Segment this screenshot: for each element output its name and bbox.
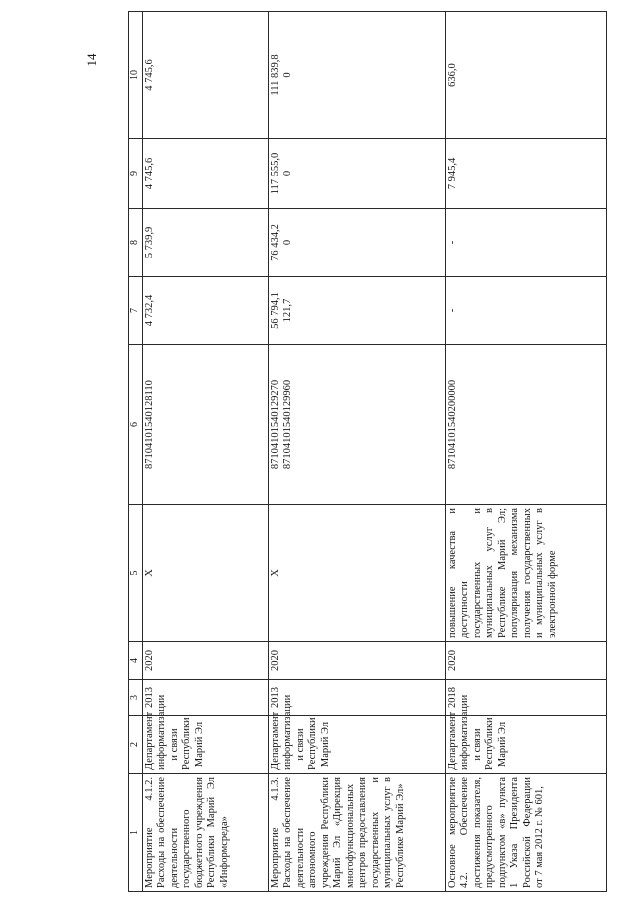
expected-result: Х: [268, 505, 445, 642]
executor: Департамент информатизации и связи Республики Марий Эл: [445, 716, 606, 774]
measure-name: Мероприятие 4.1.2. Расходы на обеспечение деятельности государственного бюджетного учреждения Республики Марий Эл «Информсреда»: [142, 774, 268, 892]
budget-code-value: 87104101540129960: [282, 379, 293, 470]
budget-code-value: 87104101540129270: [269, 379, 281, 470]
table-row: [268, 12, 445, 892]
end-year: 2020: [142, 642, 268, 680]
column-number: 1: [129, 774, 143, 892]
value-col9: [142, 139, 268, 209]
value: 4 745,6: [143, 59, 155, 91]
table-row: [445, 12, 606, 892]
end-year: 2020: [268, 642, 445, 680]
page-number: 14: [84, 53, 99, 67]
value-col8: [142, 209, 268, 277]
budget-code-value: 87104101540200000: [446, 379, 458, 470]
column-number: 3: [129, 680, 143, 716]
column-number: 7: [129, 277, 143, 345]
column-number: 8: [129, 209, 143, 277]
value: 121,7: [282, 298, 293, 323]
rotated-table-wrapper: [128, 12, 628, 892]
budget-code-value: 87104101540128110: [143, 380, 155, 469]
value-col10: [445, 12, 606, 139]
value: 5 739,9: [143, 226, 155, 259]
expected-result: повышение качества и доступности государственных и муниципальных услуг в Республике Марий Эл; популяризация механизма получения государственных и муниципальных услуг в электронной форме: [445, 505, 606, 642]
value: -: [446, 308, 458, 313]
value: 111 839,8: [269, 54, 281, 96]
value: 0: [282, 72, 293, 78]
measure-name: Мероприятие 4.1.3. Расходы на обеспечение деятельности автономного учреждения Республики Марий Эл «Дирекция многофункциональных центров предоставления государственных и муниципальных услуг в Республике Марий Эл»: [268, 774, 445, 892]
end-year: 2020: [445, 642, 606, 680]
value-col8: [268, 209, 445, 277]
value-col8: [445, 209, 606, 277]
value: 117 555,0: [269, 152, 281, 195]
value: 636,0: [446, 63, 458, 87]
value-col9: [445, 139, 606, 209]
table-row: [142, 12, 268, 892]
value: 56 794,1: [269, 292, 281, 329]
column-number: 4: [129, 642, 143, 680]
executor: Департамент информатизации и связи Республики Марий Эл: [268, 716, 445, 774]
start-year: 2013: [268, 680, 445, 716]
start-year: 2013: [142, 680, 268, 716]
executor: Департамент информатизации и связи Республики Марий Эл: [142, 716, 268, 774]
value-col10: [268, 12, 445, 139]
value: 4 745,6: [143, 157, 155, 190]
column-number: 5: [129, 505, 143, 642]
column-number: 2: [129, 716, 143, 774]
measure-name: Основное мероприятие 4.2. Обеспечение достижения показателя, предусмотренного подпунктом «в» пункта 1 Указа Президента Российской Федерации от 7 мая 2012 г. № 601,: [445, 774, 606, 892]
column-number: 6: [129, 345, 143, 505]
budget-code: [268, 345, 445, 505]
value-col7: [268, 277, 445, 345]
value-col9: [268, 139, 445, 209]
value-col10: [142, 12, 268, 139]
program-table: [128, 11, 607, 892]
column-number-row: [129, 12, 143, 892]
column-number: 10: [129, 12, 143, 139]
value: 76 434,2: [269, 224, 281, 261]
budget-code: [445, 345, 606, 505]
value: 7 945,4: [446, 157, 458, 190]
value: 4 732,4: [143, 294, 155, 327]
column-number: 9: [129, 139, 143, 209]
value-col7: [142, 277, 268, 345]
value: 0: [282, 239, 293, 246]
value: -: [446, 240, 458, 245]
value: 0: [282, 170, 293, 177]
start-year: 2018: [445, 680, 606, 716]
value-col7: [445, 277, 606, 345]
expected-result: Х: [142, 505, 268, 642]
budget-code: [142, 345, 268, 505]
